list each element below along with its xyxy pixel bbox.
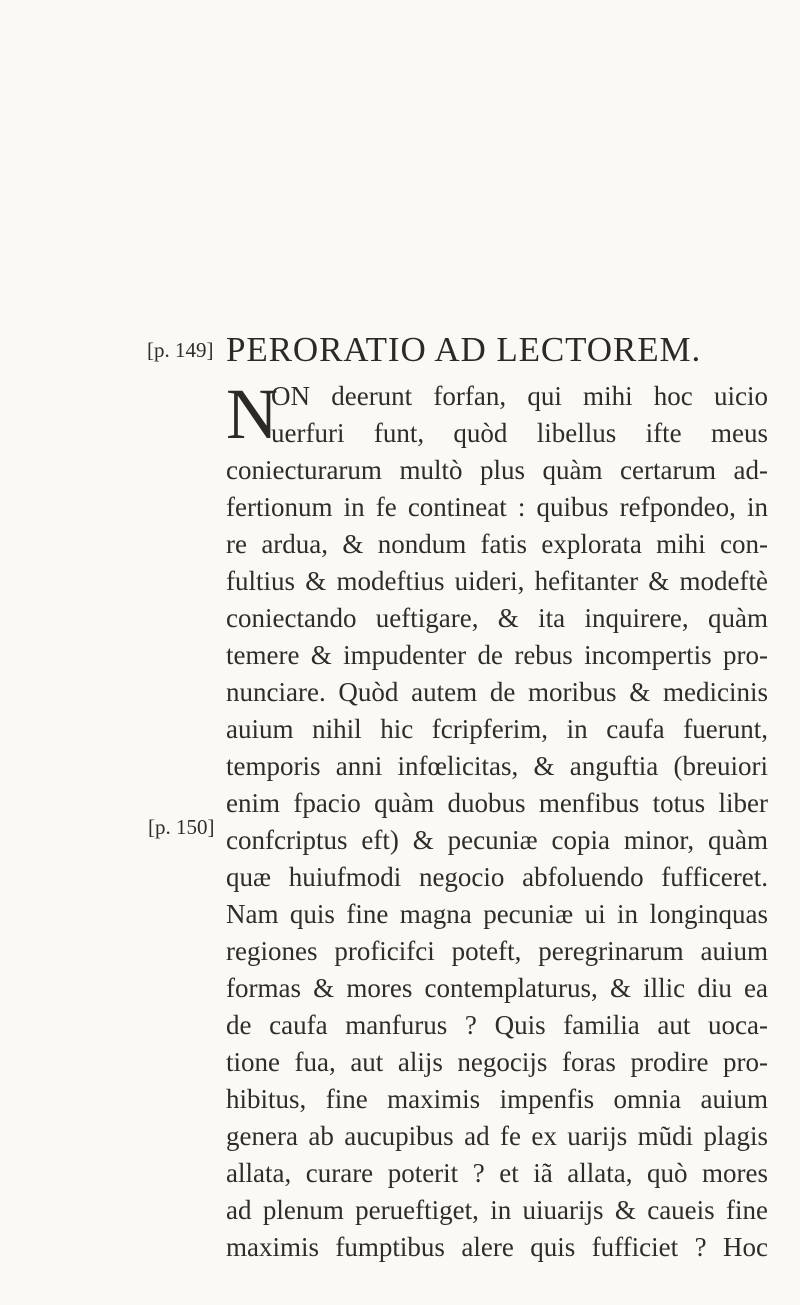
page-marker-149: [p. 149] — [147, 338, 214, 362]
text-line: de caufa manfurus ? Quis familia aut uoca- — [226, 1010, 768, 1040]
page-marker-150: [p. 150] — [148, 815, 215, 839]
indented-lines — [271, 378, 768, 452]
text-line: fertionum in fe contineat : quibus refpondeo, in — [226, 492, 768, 522]
text-line: Nam quis fine magna pecuniæ ui in longinquas — [226, 899, 768, 929]
text-line: maximis fumptibus alere quis fufficiet ? Hoc — [226, 1232, 768, 1262]
opening-paragraph-start — [226, 374, 768, 454]
text-line: hibitus, fine maximis impenfis omnia auium — [226, 1084, 768, 1114]
text-line: quæ huiufmodi negocio abfoluendo fufficeret. — [226, 862, 768, 892]
text-line: coniecturarum multò plus quàm certarum ad- — [226, 455, 768, 485]
text-line: formas & mores contemplaturus, & illic diu ea — [226, 973, 768, 1003]
text-line: regiones proficifci poteft, peregrinarum auium — [226, 936, 768, 966]
text-line: confcriptus eft) & pecuniæ copia minor, quàm — [226, 825, 768, 855]
drop-cap: N — [226, 374, 278, 454]
text-line: ON deerunt forfan, qui mihi hoc uicio — [271, 381, 768, 411]
text-line: ad plenum perueftiget, in uiuarijs & caueis fine — [226, 1195, 768, 1225]
text-line: temporis anni infœlicitas, & anguftia (breuiori — [226, 751, 768, 781]
text-line: genera ab aucupibus ad fe ex uarijs mũdi plagis — [226, 1121, 768, 1151]
text-line: re ardua, & nondum fatis explorata mihi con- — [226, 529, 768, 559]
text-line: enim fpacio quàm duobus menfibus totus liber — [226, 788, 768, 818]
text-line: temere & impudenter de rebus incompertis pro- — [226, 640, 768, 670]
text-line: allata, curare poterit ? et iã allata, quò mores — [226, 1158, 768, 1188]
text-line: fultius & modeftius uideri, hefitanter & modeftè — [226, 566, 768, 596]
text-line: tione fua, aut alijs negocijs foras prodire pro- — [226, 1047, 768, 1077]
text-line: auium nihil hic fcripferim, in caufa fuerunt, — [226, 714, 768, 744]
body-text — [226, 374, 768, 1266]
text-line: coniectando ueftigare, & ita inquirere, quàm — [226, 603, 768, 633]
text-line: nunciare. Quòd autem de moribus & medicinis — [226, 677, 768, 707]
text-line: uerfuri funt, quòd libellus ifte meus — [271, 418, 768, 448]
page-title: PERORATIO AD LECTOREM. — [226, 330, 702, 369]
